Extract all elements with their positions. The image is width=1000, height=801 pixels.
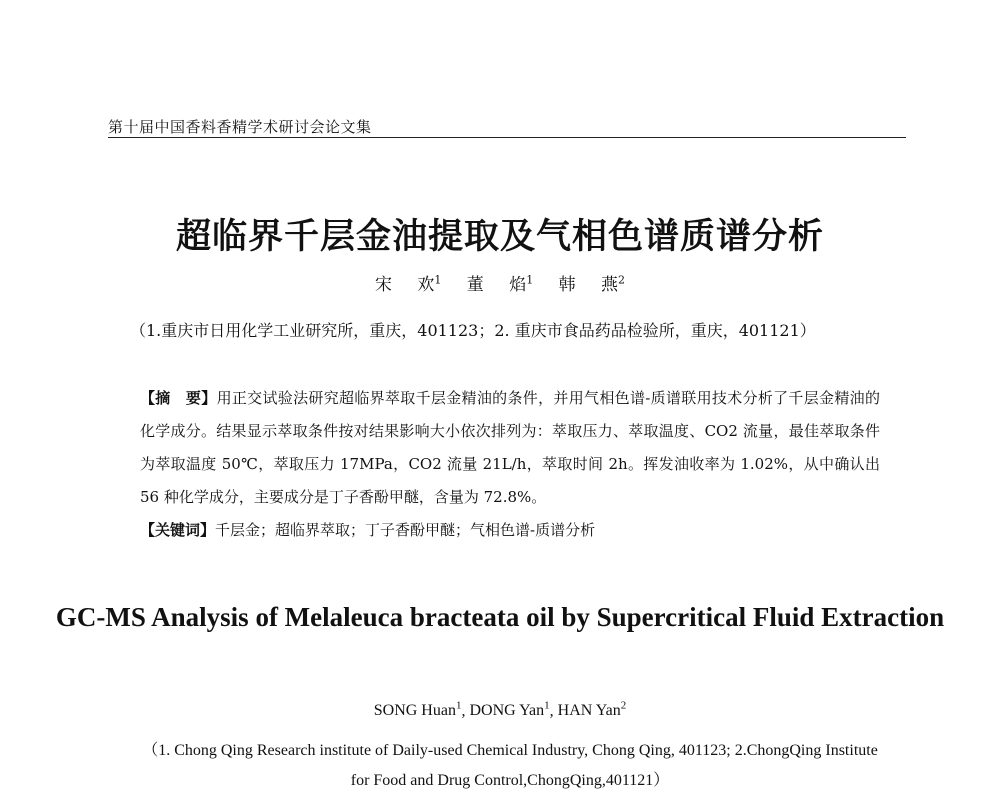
abstract-text: 用正交试验法研究超临界萃取千层金精油的条件，并用气相色谱-质谱联用技术分析了千层金精油的化学成分。结果显示萃取条件按对结果影响大小依次排列为：萃取压力、萃取温度、CO2 流量，最佳萃取条件为萃取温度 50℃，萃取压力 17MPa，CO2 流量 21L/h，萃取时间 2h。挥发油收率为 1.02%，从中确认出 56 种化学成分，主要成分是丁子香酚甲醚，含量为 72.8%。: [140, 389, 880, 506]
keywords-label: 【关键词】: [140, 521, 216, 539]
author-cn: 董 焰$^1$: [466, 273, 534, 295]
author-cn: 宋 欢$^1$: [374, 273, 442, 295]
author-cn: 韩 燕$^2$: [558, 273, 626, 295]
english-affiliation: （1. Chong Qing Research institute of Daily-used Chemical Industry, Chong Qing, 401123; 2.ChongQing Institute for Food and Drug Control,ChongQing,401121）: [142, 742, 878, 789]
chinese-authors: [0, 270, 1000, 295]
chinese-abstract-block: [140, 382, 880, 547]
author-en: SONG Huan$^1$: [373, 700, 462, 720]
chinese-affiliation: （1.重庆市日用化学工业研究所，重庆，401123；2. 重庆市食品药品检验所，重庆，401121）: [130, 321, 816, 340]
header-rule: [108, 137, 906, 138]
chinese-title: 超临界千层金油提取及气相色谱质谱分析: [175, 217, 824, 257]
chinese-abstract: [140, 382, 880, 514]
running-head: 第十届中国香料香精学术研讨会论文集: [108, 118, 372, 136]
english-authors: SONG Huan$^1$, DONG Yan$^1$, HAN Yan$^2$: [373, 700, 627, 720]
author-en: DONG Yan$^1$: [469, 700, 550, 720]
keywords-text: 千层金；超临界萃取；丁子香酚甲醚；气相色谱-质谱分析: [215, 521, 596, 539]
abstract-label: 【摘 要】: [140, 389, 217, 407]
author-en: HAN Yan$^2$: [557, 700, 627, 720]
chinese-keywords: [140, 514, 880, 547]
english-title: GC-MS Analysis of Melaleuca bracteata oil by Supercritical Fluid Extraction: [55, 602, 945, 632]
